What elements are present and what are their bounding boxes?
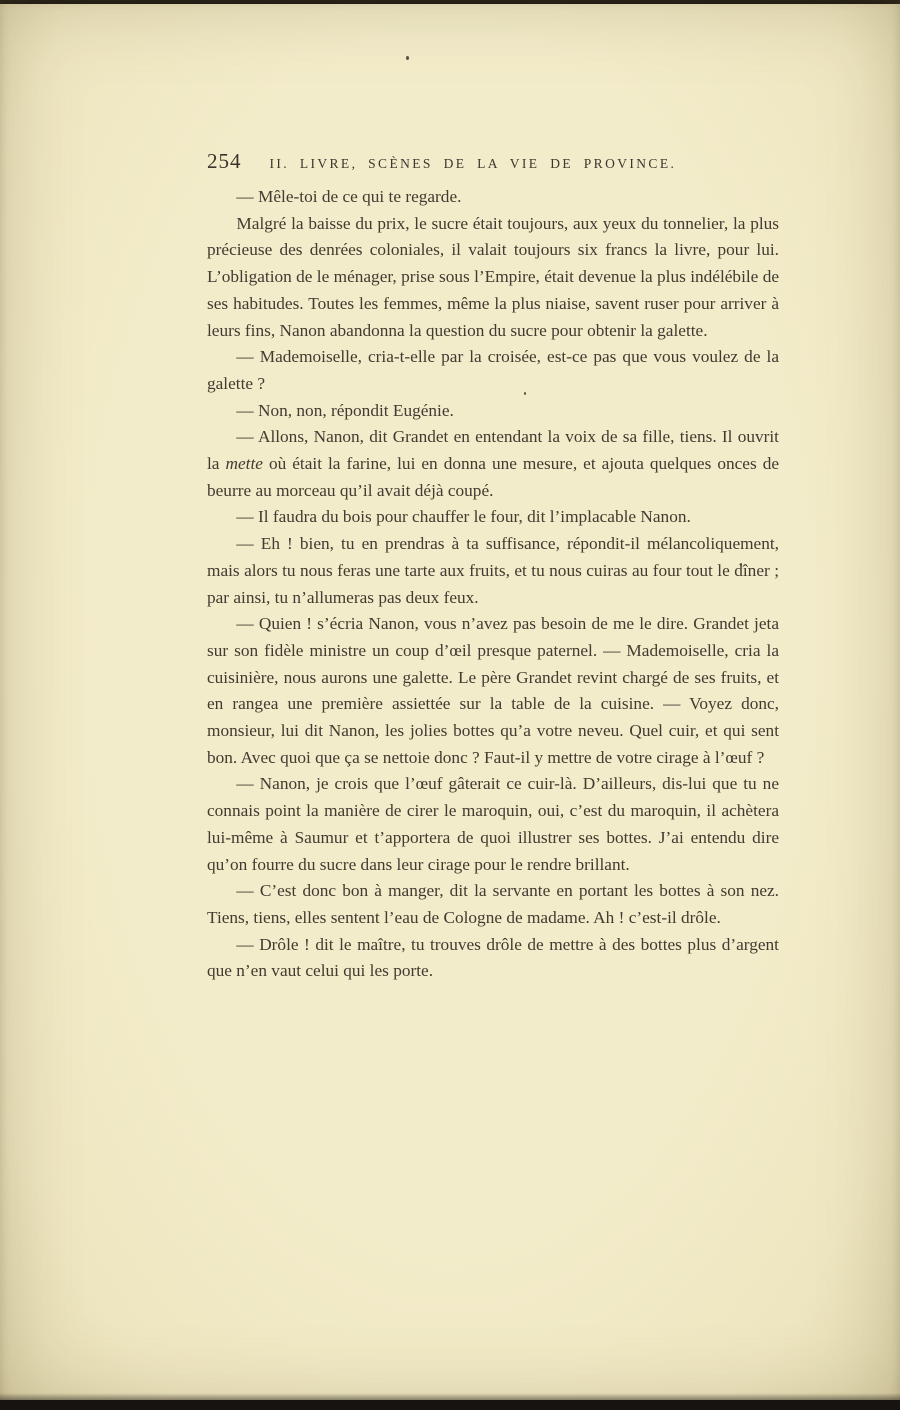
page-header — [207, 149, 779, 174]
page-number: 254 — [207, 149, 242, 173]
paragraph: — Drôle ! dit le maître, tu trouves drôle de mettre à des bottes plus d’argent que n’en vaut celui qui les porte. — [207, 934, 779, 981]
paragraph-text: où était la farine, lui en donna une mesure, et ajouta quelques onces de beurre au morceau qu’il avait déjà coupé. — [207, 454, 780, 500]
running-title: II. LIVRE, SCÈNES DE LA VIE DE PROVINCE. — [269, 156, 677, 171]
paragraph: — Eh ! bien, tu en prendras à ta suffisance, répondit-il mélancoliquement, mais alors tu nous feras une tarte aux fruits, et tu nous cuiras au four tout le dîner ; par ainsi, tu n’allumeras pas deux feux. — [207, 534, 779, 607]
paragraph — [207, 424, 779, 504]
scan-edge-bottom — [0, 1400, 900, 1410]
paper-speck — [406, 56, 409, 60]
paragraph: — Quien ! s’écria Nanon, vous n’avez pas besoin de me le dire. Grandet jeta sur son fidèle ministre un coup d’œil presque paternel. — Mademoiselle, cria la cuisinière, nous aurons une galette. Le père Grandet revint chargé de ses fruits, et en rangea une première assiettée sur la table de la cuisine. — Voyez donc, monsieur, lui dit Nanon, les jolies bottes qu’a votre neveu. Quel cuir, et qui sent bon. Avec quoi que ça se nettoie donc ? Faut-il y mettre de votre cirage à l’œuf ? — [207, 614, 779, 767]
paragraph-text: — Allons, Nanon, dit Grandet en entendant la voix de sa fille, tiens. Il ouvrit la — [207, 427, 779, 474]
paragraph: — Non, non, répondit Eugénie. — [236, 400, 454, 420]
paragraph: Malgré la baisse du prix, le sucre était toujours, aux yeux du tonnelier, la plus précieuse des denrées coloniales, il valait toujours six francs la livre, pour lui. L’obligation de le ménager, prise sous l’Empire, était devenue la plus indélébile de ses habitudes. Toutes les femmes, même la plus niaise, savent ruser pour arriver à leurs fins, Nanon abandonna la question du sucre pour obtenir la galette. — [207, 213, 779, 340]
paragraph: — Nanon, je crois que l’œuf gâterait ce cuir-là. D’ailleurs, dis-lui que tu ne connais point la manière de cirer le maroquin, oui, c’est du maroquin, il achètera lui-même à Saumur et t’apportera de quoi illustrer ses bottes. J’ai entendu dire qu’on fourre du sucre dans leur cirage pour le rendre brillant. — [207, 774, 779, 874]
italic-word: mette — [225, 454, 263, 474]
paragraph: — Mêle-toi de ce qui te regarde. — [236, 187, 462, 206]
scan-edge-top — [0, 0, 900, 4]
paragraph: — C’est donc bon à manger, dit la servante en portant les bottes à son nez. Tiens, tiens, elles sentent l’eau de Cologne de madame. Ah ! c’est-il drôle. — [207, 881, 779, 927]
body-text — [207, 184, 779, 985]
paragraph: — Il faudra du bois pour chauffer le four, dit l’implacable Nanon. — [236, 507, 691, 527]
paragraph: — Mademoiselle, cria-t-elle par la croisée, est-ce pas que vous voulez de la galette ? — [207, 347, 779, 393]
